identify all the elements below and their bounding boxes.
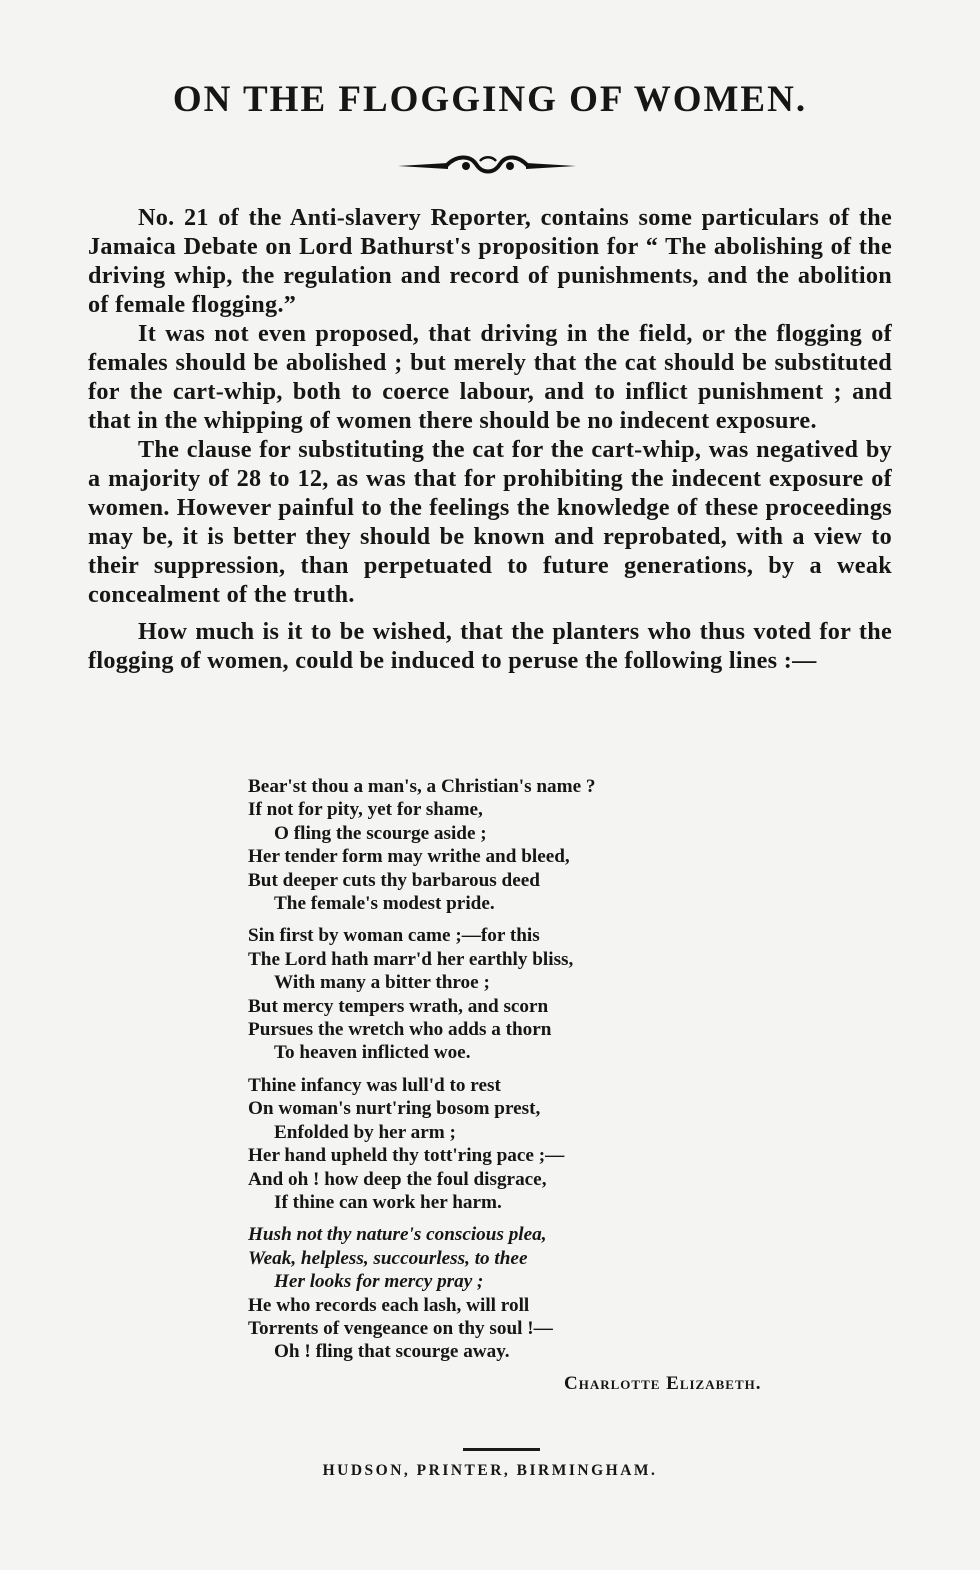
poem-line: Sin first by woman came ;—for this	[248, 925, 540, 947]
page-title: ON THE FLOGGING OF WOMEN.	[172, 79, 808, 120]
poem-stanza	[248, 775, 748, 915]
poem-line: The Lord hath marr'd her earthly bliss,	[248, 948, 574, 970]
poem-line: To heaven inflicted woe.	[274, 1042, 471, 1064]
paragraph: No. 21 of the Anti-slavery Reporter, contains some particulars of the Jamaica Debate on Lord Bathurst's proposition for “ The abolishing of the driving whip, the regulation and record of punishments, and the abolition of female flogging.”	[88, 204, 892, 318]
printer-imprint: HUDSON, PRINTER, BIRMINGHAM.	[322, 1462, 658, 1479]
poem-stanza	[248, 1223, 748, 1363]
article-body	[88, 203, 892, 675]
poem-line: Her hand upheld thy tott'ring pace ;—	[248, 1145, 565, 1167]
poem-line: If not for pity, yet for shame,	[248, 799, 483, 821]
poem-line: Her looks for mercy pray ;	[274, 1271, 484, 1293]
poem-line: If thine can work her harm.	[274, 1191, 502, 1213]
poem-line: But deeper cuts thy barbarous deed	[248, 869, 540, 891]
poem-line: O fling the scourge aside ;	[274, 822, 487, 844]
poem-line: Her tender form may writhe and bleed,	[248, 846, 570, 868]
poem-line: Bear'st thou a man's, a Christian's name ?	[248, 776, 596, 797]
divider-rule	[463, 1448, 540, 1451]
poem-stanza	[248, 924, 748, 1064]
paragraph: How much is it to be wished, that the planters who thus voted for the flogging of women, could be induced to peruse the following lines :—	[88, 618, 892, 674]
author-signature: Charlotte Elizabeth.	[564, 1373, 762, 1394]
poem-stanza	[248, 1074, 748, 1214]
poem-line: On woman's nurt'ring bosom prest,	[248, 1098, 541, 1120]
poem	[248, 775, 748, 1373]
poem-line: Hush not thy nature's conscious plea,	[248, 1224, 547, 1246]
poem-line: The female's modest pride.	[274, 893, 495, 915]
poem-line: Oh ! fling that scourge away.	[274, 1341, 510, 1363]
poem-line: Torrents of vengeance on thy soul !—	[248, 1317, 553, 1339]
poem-line: And oh ! how deep the foul disgrace,	[248, 1168, 547, 1190]
poem-line: Enfolded by her arm ;	[274, 1121, 456, 1143]
poem-line: Thine infancy was lull'd to rest	[248, 1074, 501, 1096]
paragraph: It was not even proposed, that driving in the field, or the flogging of females should be abolished ; but merely that the cat should be substituted for the cart-whip, both to coerce labour, and to inflict punishment ; and that in the whipping of women there should be no indecent exposure.	[88, 320, 892, 434]
poem-line: But mercy tempers wrath, and scorn	[248, 995, 549, 1017]
paragraph: The clause for substituting the cat for the cart-whip, was negatived by a majority of 28 to 12, as was that for prohibiting the indecent exposure of women. However painful to the feelings the knowledge of these proceedings may be, it is better they should be known and reprobated, with a view to their suppression, than perpetuated to future generations, by a weak concealment of the truth.	[88, 436, 892, 608]
poem-line: Weak, helpless, succourless, to thee	[248, 1247, 528, 1269]
poem-line: Pursues the wretch who adds a thorn	[248, 1019, 552, 1041]
poem-line: He who records each lash, will roll	[248, 1294, 530, 1316]
flourish-ornament	[396, 152, 578, 180]
poem-line: With many a bitter throe ;	[274, 972, 490, 994]
